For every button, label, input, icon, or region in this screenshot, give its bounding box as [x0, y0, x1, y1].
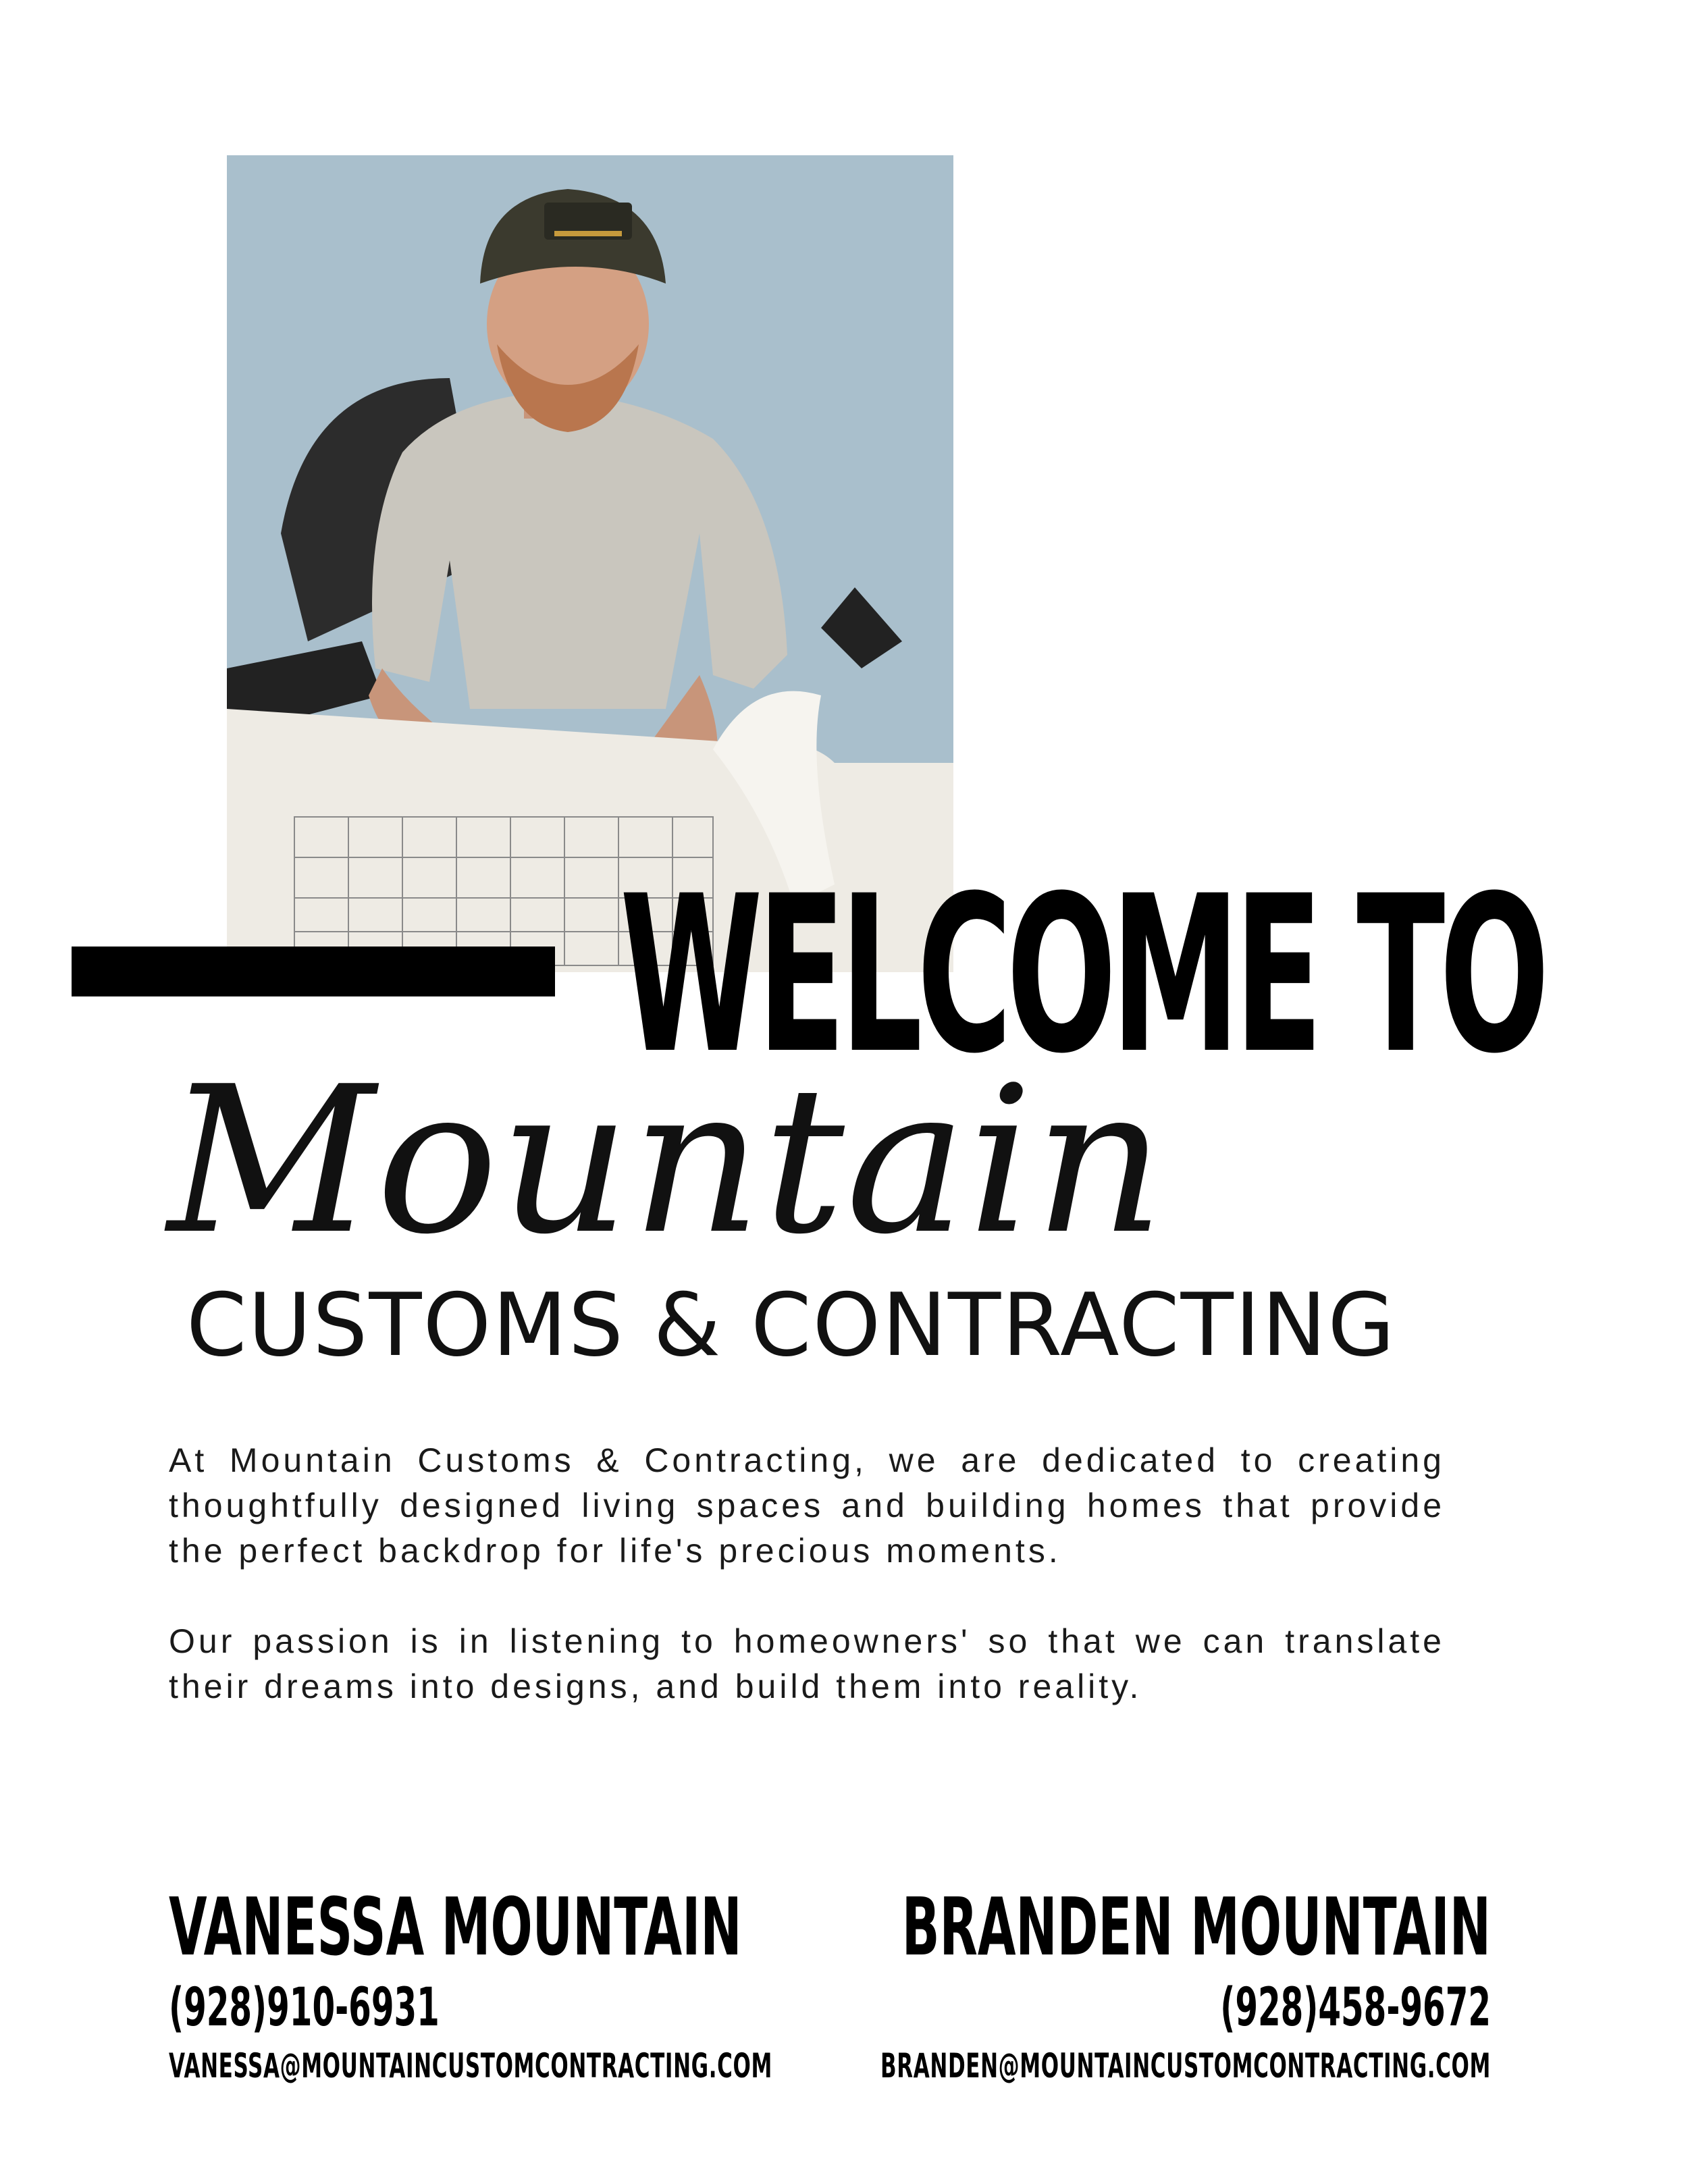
intro-paragraph-1: At Mountain Customs & Contracting, we are dedicated to creating thoughtfully designed living spaces and building homes that provide the perfect backdrop for life's precious moments. — [169, 1441, 1445, 1570]
intro-text — [169, 1438, 1445, 1709]
contact-phone[interactable]: (928)910-6931 — [169, 1977, 440, 2038]
contact-email[interactable]: BRANDEN@MOUNTAINCUSTOMCONTRACTING.COM — [880, 2046, 1491, 2085]
contact-name: VANESSA MOUNTAIN — [169, 1880, 742, 1973]
contact-email[interactable]: VANESSA@MOUNTAINCUSTOMCONTRACTING.COM — [169, 2046, 772, 2085]
intro-paragraph-2: Our passion is in listening to homeowners' so that we can translate their dreams into designs, and build them into reality. — [169, 1622, 1445, 1705]
welcome-heading: WELCOME TO — [620, 850, 1544, 1101]
contact-phone[interactable]: (928)458-9672 — [1220, 1977, 1491, 2038]
brand-subtitle: CUSTOMS & CONTRACTING — [186, 1275, 1396, 1376]
contact-branden — [506, 1880, 1491, 2085]
contact-name: BRANDEN MOUNTAIN — [901, 1880, 1491, 1973]
accent-bar — [72, 947, 555, 996]
brand-script-name: Mountain — [167, 1043, 1166, 1279]
